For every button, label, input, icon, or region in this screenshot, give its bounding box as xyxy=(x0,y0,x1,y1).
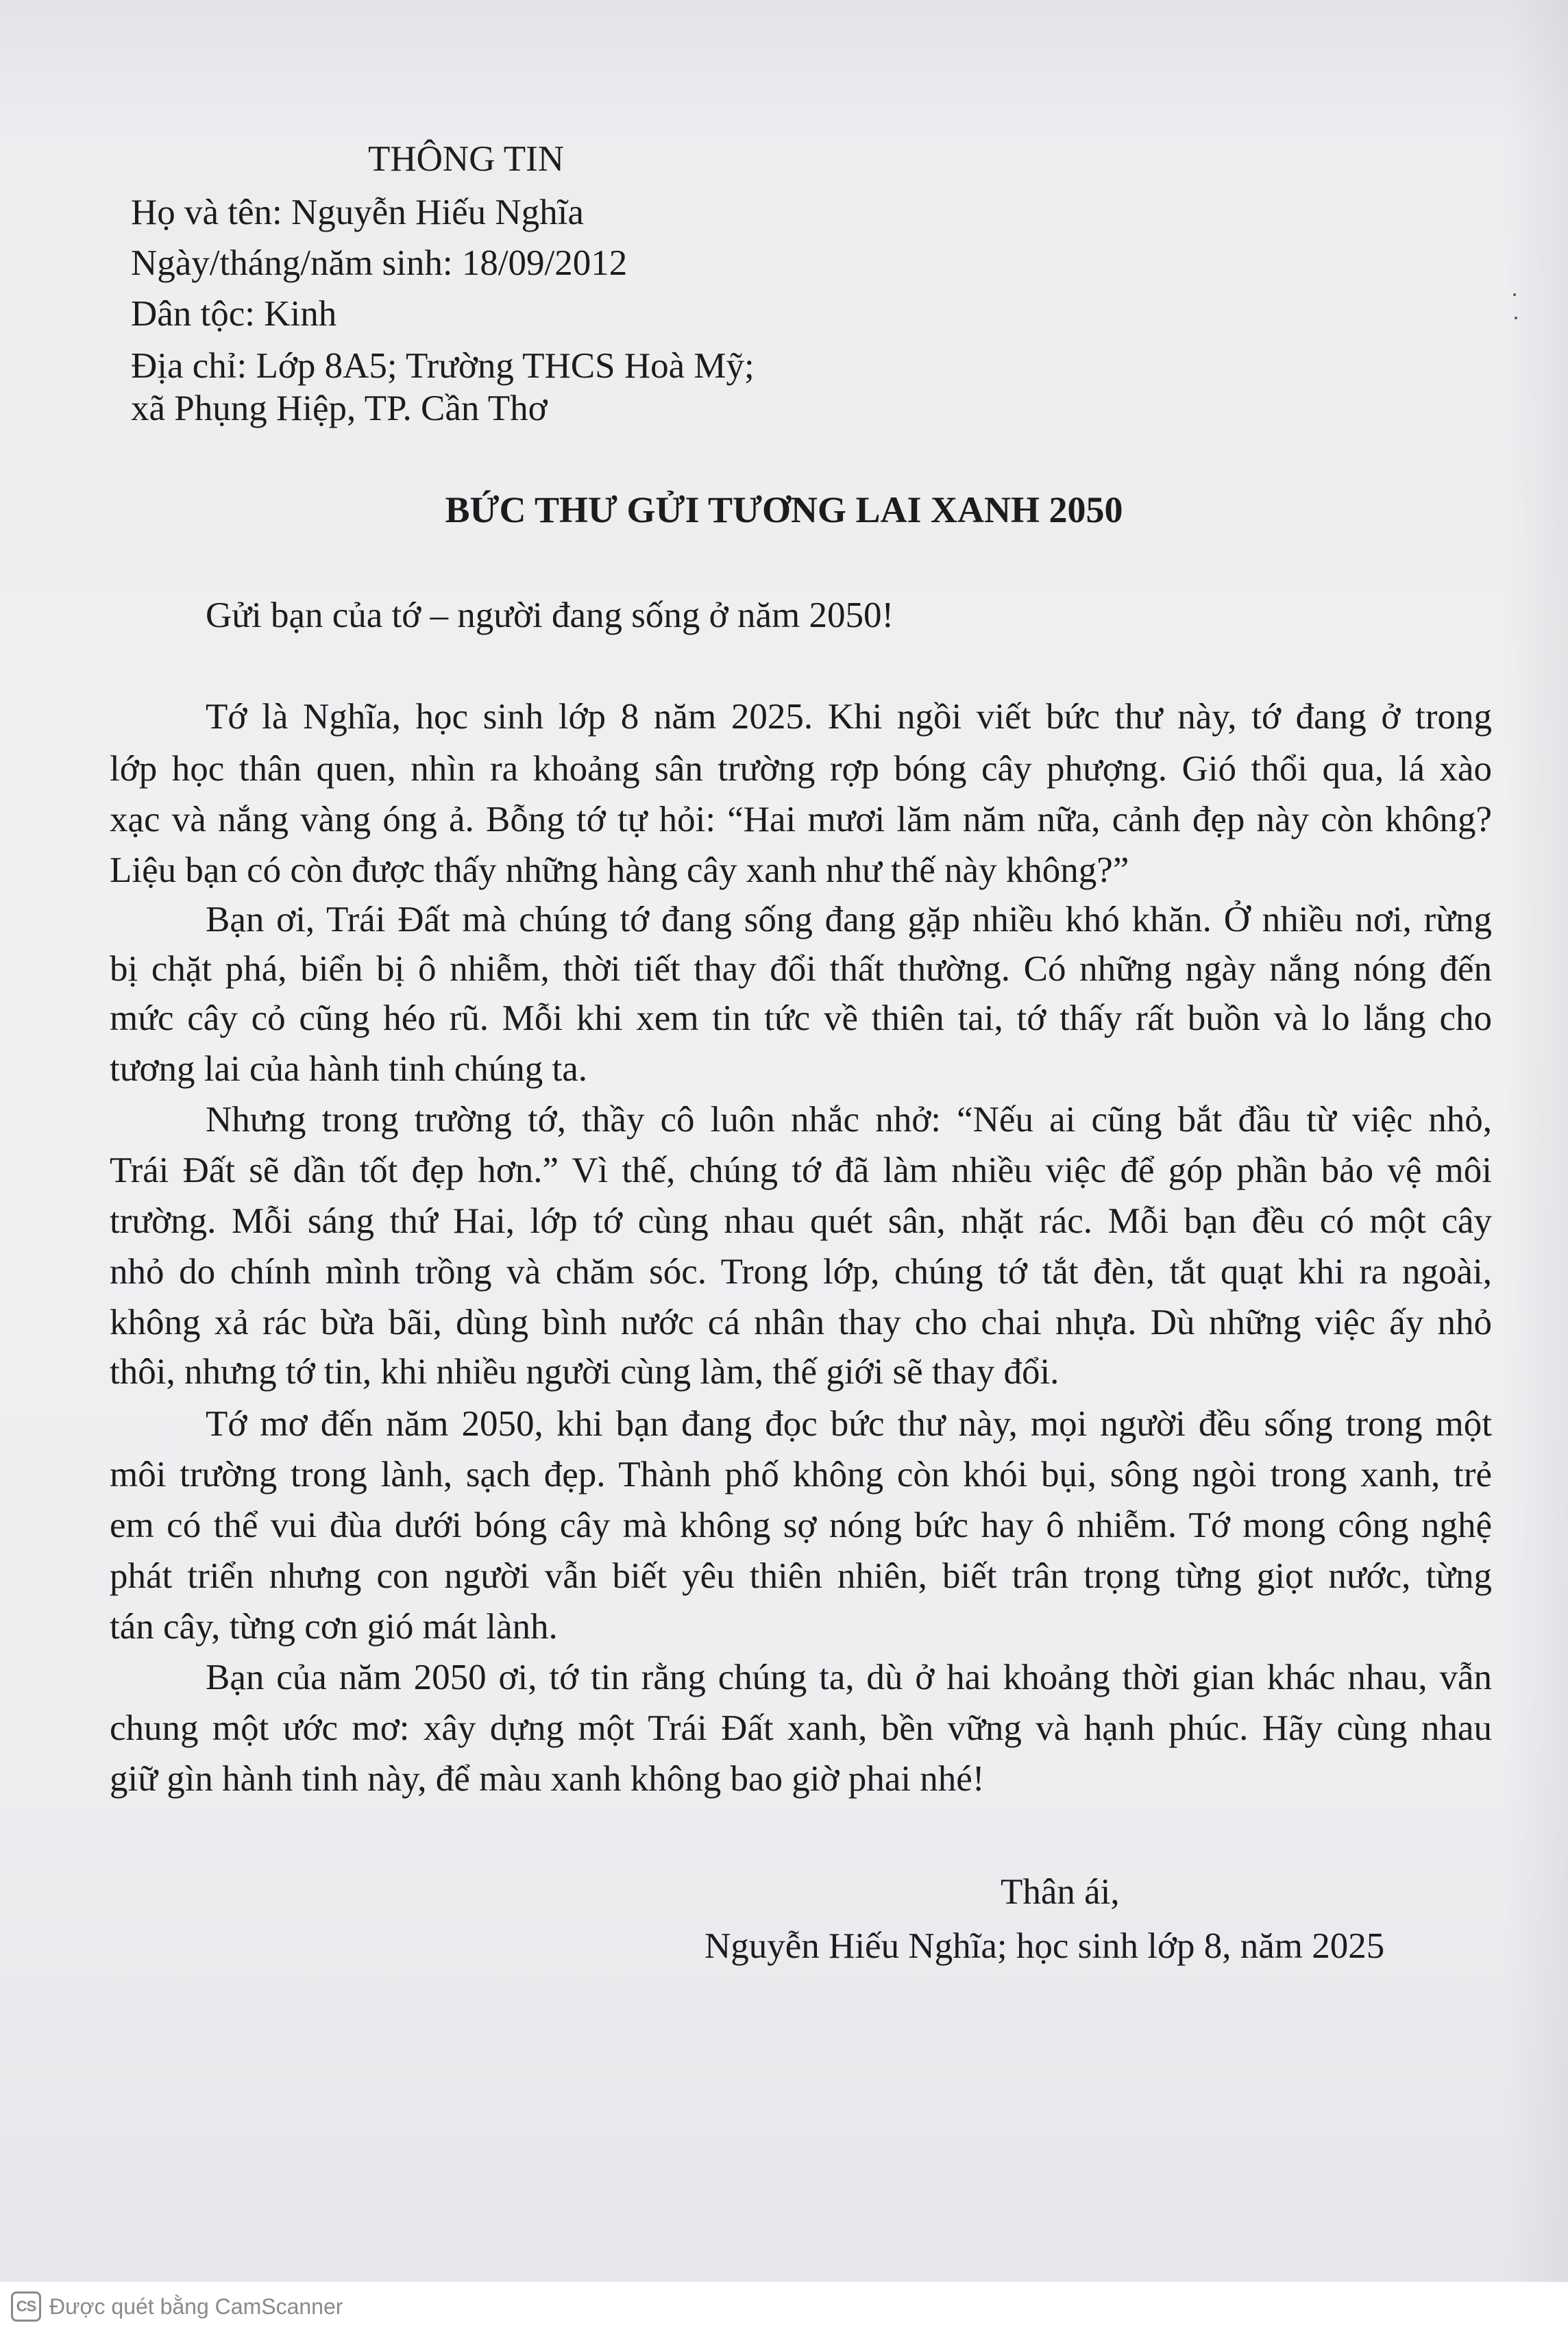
info-birthdate-line: Ngày/tháng/năm sinh: 18/09/2012 xyxy=(131,243,628,283)
paragraph-2-line: Bạn ơi, Trái Đất mà chúng tớ đang sống đang gặp nhiều khó khăn. Ở nhiều nơi, rừng xyxy=(206,900,1492,939)
paragraph-3-line: thôi, nhưng tớ tin, khi nhiều người cùng làm, thế giới sẽ thay đổi. xyxy=(110,1352,1059,1392)
letter-closing: Thân ái, xyxy=(1001,1872,1120,1912)
info-title: THÔNG TIN xyxy=(368,139,565,179)
paragraph-2-line: tương lai của hành tinh chúng ta. xyxy=(110,1049,587,1089)
paragraph-2-line: bị chặt phá, biển bị ô nhiễm, thời tiết thay đổi thất thường. Có những ngày nắng nóng đến xyxy=(110,949,1492,989)
info-address-line: Địa chỉ: Lớp 8A5; Trường THCS Hoà Mỹ; xyxy=(131,346,755,386)
camscanner-caption: Được quét bằng CamScanner xyxy=(49,2294,343,2319)
paragraph-1-line: lớp học thân quen, nhìn ra khoảng sân trường rợp bóng cây phượng. Gió thổi qua, lá xào xyxy=(110,749,1492,789)
paragraph-5-line: Bạn của năm 2050 ơi, tớ tin rằng chúng ta, dù ở hai khoảng thời gian khác nhau, vẫn xyxy=(206,1658,1492,1697)
info-ethnicity-line: Dân tộc: Kinh xyxy=(131,294,337,334)
scan-speck xyxy=(1515,317,1517,319)
paragraph-1-line: Tớ là Nghĩa, học sinh lớp 8 năm 2025. Khi ngồi viết bức thư này, tớ đang ở trong xyxy=(206,697,1492,737)
paragraph-4-line: môi trường trong lành, sạch đẹp. Thành phố không còn khói bụi, sông ngòi trong xanh, trẻ xyxy=(110,1455,1492,1495)
paragraph-3-line: không xả rác bừa bãi, dùng bình nước cá nhân thay cho chai nhựa. Dù những việc ấy nhỏ xyxy=(110,1303,1492,1342)
paragraph-4-line: phát triển nhưng con người vẫn biết yêu thiên nhiên, biết trân trọng từng giọt nước, từng xyxy=(110,1556,1492,1596)
paragraph-4-line: Tớ mơ đến năm 2050, khi bạn đang đọc bức thư này, mọi người đều sống trong một xyxy=(206,1404,1492,1444)
paragraph-2-line: mức cây cỏ cũng héo rũ. Mỗi khi xem tin tức về thiên tai, tớ thấy rất buồn và lo lắng cho xyxy=(110,998,1492,1038)
scan-speck xyxy=(1513,293,1516,296)
letter-signature: Nguyễn Hiếu Nghĩa; học sinh lớp 8, năm 2025 xyxy=(705,1926,1385,1966)
info-name-line: Họ và tên: Nguyễn Hiếu Nghĩa xyxy=(131,193,584,232)
paragraph-5-line: giữ gìn hành tinh này, để màu xanh không bao giờ phai nhé! xyxy=(110,1759,985,1799)
paragraph-5-line: chung một ước mơ: xây dựng một Trái Đất xanh, bền vững và hạnh phúc. Hãy cùng nhau xyxy=(110,1708,1492,1748)
info-address-line-2: xã Phụng Hiệp, TP. Cần Thơ xyxy=(131,389,548,428)
letter-title: BỨC THƯ GỬI TƯƠNG LAI XANH 2050 xyxy=(445,489,1123,530)
scan-shadow xyxy=(1506,0,1568,2282)
paragraph-3-line: trường. Mỗi sáng thứ Hai, lớp tớ cùng nhau quét sân, nhặt rác. Mỗi bạn đều có một cây xyxy=(110,1201,1492,1241)
paragraph-1-line: Liệu bạn có còn được thấy những hàng cây xanh như thế này không?” xyxy=(110,850,1129,890)
paragraph-4-line: tán cây, từng cơn gió mát lành. xyxy=(110,1607,558,1647)
paragraph-1-line: xạc và nắng vàng óng ả. Bỗng tớ tự hỏi: “Hai mươi lăm năm nữa, cảnh đẹp này còn không? xyxy=(110,800,1492,839)
camscanner-logo-icon: CS xyxy=(11,2291,41,2322)
paragraph-3-line: Trái Đất sẽ dần tốt đẹp hơn.” Vì thế, chúng tớ đã làm nhiều việc để góp phần bảo vệ môi xyxy=(110,1151,1492,1190)
paragraph-3-line: nhỏ do chính mình trồng và chăm sóc. Trong lớp, chúng tớ tắt đèn, tắt quạt khi ra ngoài, xyxy=(110,1252,1492,1292)
paragraph-3-line: Nhưng trong trường tớ, thầy cô luôn nhắc nhở: “Nếu ai cũng bắt đầu từ việc nhỏ, xyxy=(206,1100,1492,1140)
letter-greeting: Gửi bạn của tớ – người đang sống ở năm 2050! xyxy=(206,595,894,635)
paragraph-4-line: em có thể vui đùa dưới bóng cây mà không sợ nóng bức hay ô nhiễm. Tớ mong công nghệ xyxy=(110,1505,1492,1545)
